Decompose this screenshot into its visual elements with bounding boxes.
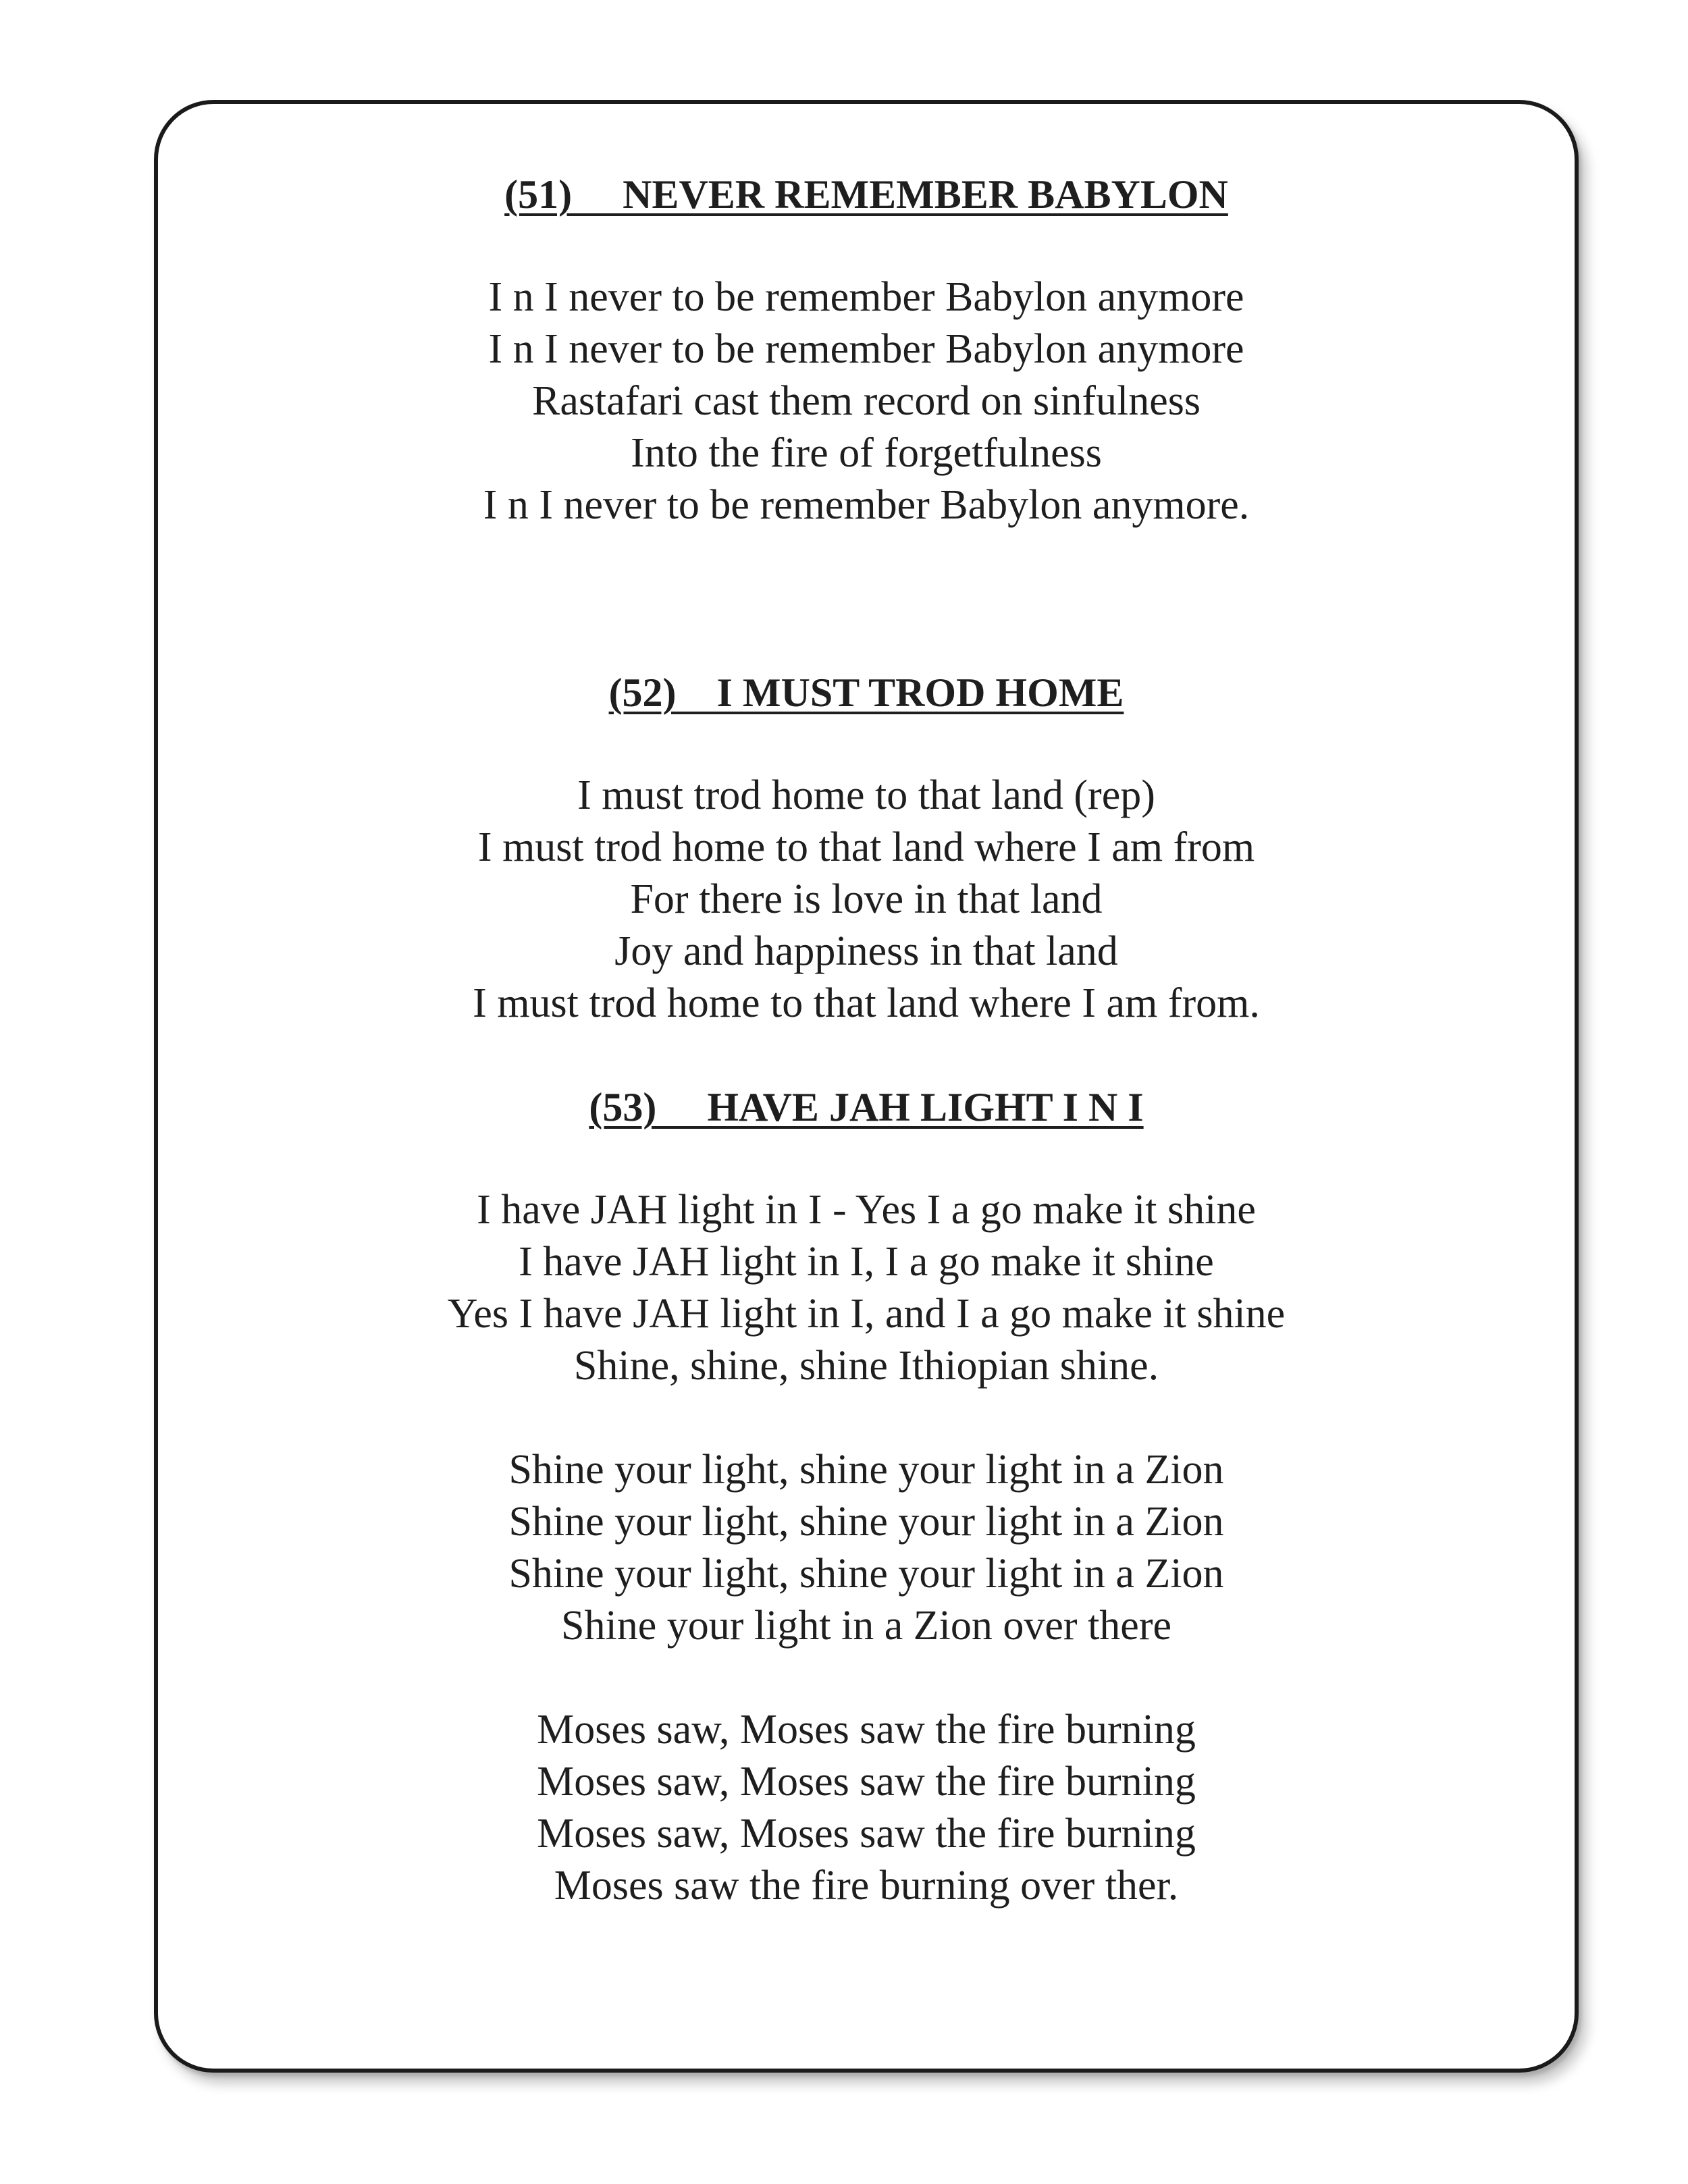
song-title: (51) NEVER REMEMBER BABYLON <box>504 172 1228 217</box>
song-title: (52) I MUST TROD HOME <box>608 670 1124 715</box>
song-52 <box>158 666 1575 1030</box>
song-title: (53) HAVE JAH LIGHT I N I <box>589 1085 1144 1129</box>
lyric-line: Shine your light, shine your light in a Zion <box>508 1551 1224 1597</box>
lyric-line: I n I never to be remember Babylon anymore <box>488 326 1244 372</box>
lyric-line: Into the fire of forgetfulness <box>631 430 1102 476</box>
verse <box>158 770 1575 1030</box>
verse <box>158 1444 1575 1652</box>
lyric-line: Moses saw, Moses saw the fire burning <box>537 1707 1196 1753</box>
lyric-line: I n I never to be remember Babylon anymore <box>488 274 1244 320</box>
lyric-line: Moses saw, Moses saw the fire burning <box>537 1811 1196 1857</box>
lyric-line: Shine your light in a Zion over there <box>561 1603 1171 1649</box>
lyric-line: I n I never to be remember Babylon anymore. <box>483 482 1250 528</box>
lyric-line: Yes I have JAH light in I, and I a go make it shine <box>447 1291 1286 1337</box>
lyric-line: Rastafari cast them record on sinfulness <box>532 378 1201 424</box>
lyric-line: Shine, shine, shine Ithiopian shine. <box>573 1343 1159 1389</box>
lyric-line: Shine your light, shine your light in a Zion <box>508 1447 1224 1493</box>
verse <box>158 1184 1575 1392</box>
lyric-line: I have JAH light in I - Yes I a go make it shine <box>477 1187 1256 1233</box>
lyric-line: I must trod home to that land (rep) <box>577 772 1155 818</box>
page-frame <box>154 100 1579 2073</box>
lyric-line: Moses saw the fire burning over ther. <box>554 1863 1179 1909</box>
lyric-line: Shine your light, shine your light in a Zion <box>508 1499 1224 1545</box>
lyric-line: I must trod home to that land where I am from <box>477 824 1255 870</box>
lyric-line: I have JAH light in I, I a go make it shine <box>519 1239 1214 1285</box>
song-51 <box>158 168 1575 531</box>
verse <box>158 271 1575 531</box>
song-sheet <box>158 168 1575 1912</box>
lyric-line: Moses saw, Moses saw the fire burning <box>537 1759 1196 1805</box>
lyric-line: For there is love in that land <box>630 876 1103 922</box>
song-53 <box>158 1081 1575 1912</box>
lyric-line: I must trod home to that land where I am from. <box>473 980 1260 1026</box>
lyric-line: Joy and happiness in that land <box>614 928 1118 974</box>
verse <box>158 1704 1575 1912</box>
